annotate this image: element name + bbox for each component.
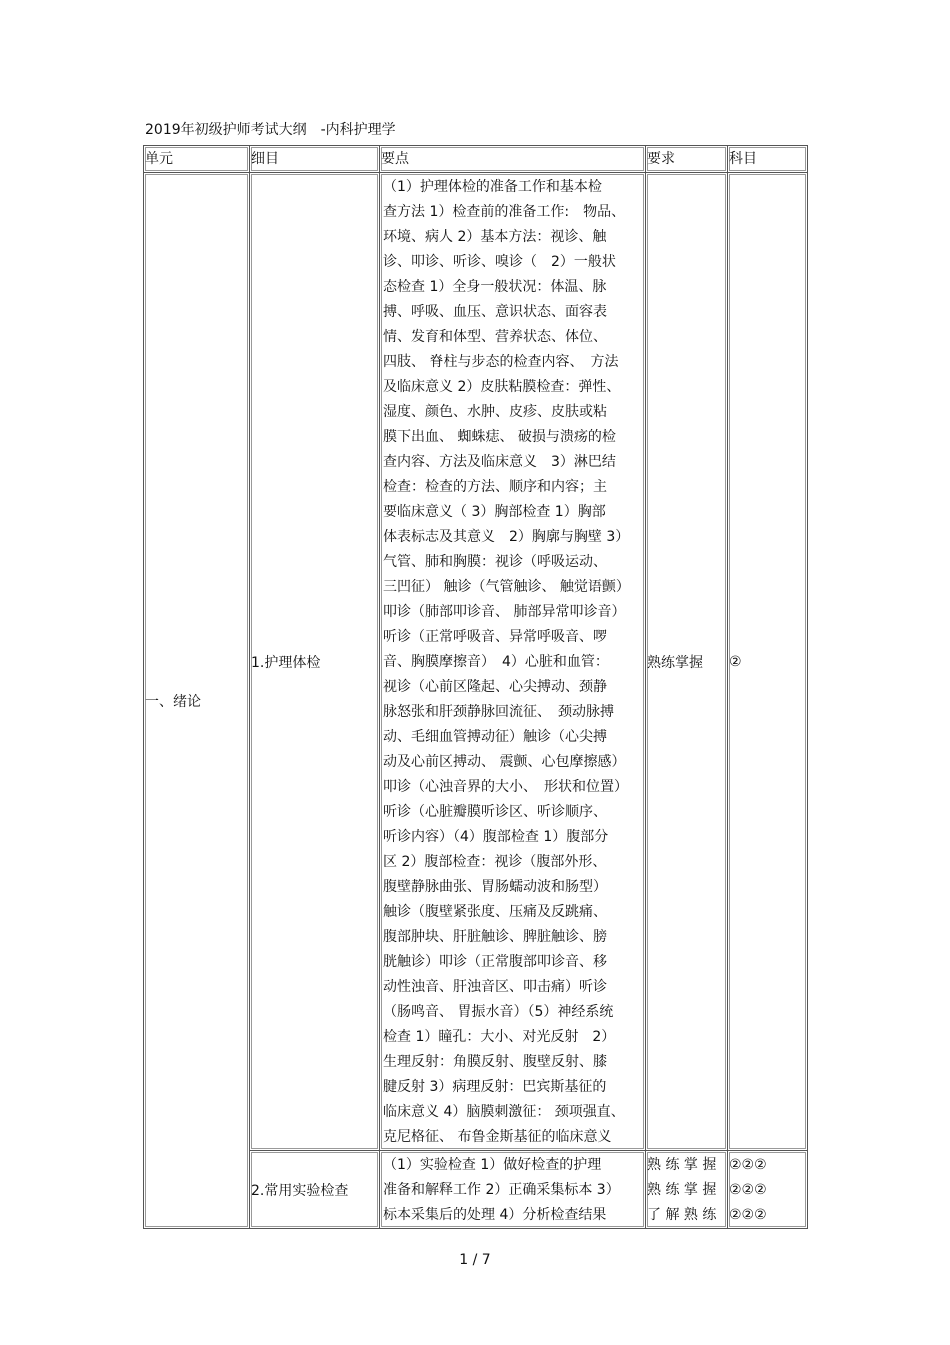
points-line: 检查：检查的方法、顺序和内容；主 — [383, 479, 607, 495]
exam-outline-table — [143, 145, 808, 1229]
points-line: 叩诊（心浊音界的大小、 形状和位置） — [383, 779, 628, 795]
points-line: 查方法 1）检查前的准备工作: 物品、 — [383, 204, 626, 220]
requirement-line: 熟 练 掌 握 — [647, 1157, 717, 1173]
table-header-row — [144, 146, 808, 173]
page-number: 1 / 7 — [459, 1252, 491, 1268]
table-row — [144, 173, 808, 1151]
points-line: 临床意义 4）脑膜刺激征： 颈项强直、 — [383, 1104, 625, 1120]
points-text — [381, 1151, 644, 1228]
requirement-list — [647, 1151, 726, 1228]
points-line: 克尼格征、 布鲁金斯基征的临床意义 — [383, 1129, 612, 1145]
document-title: 2019年初级护师考试大纲 -内科护理学 — [145, 122, 396, 138]
points-line: 体表标志及其意义 2）胸廓与胸壁 3） — [383, 529, 630, 545]
points-line: 生理反射：角膜反射、腹壁反射、膝 — [383, 1054, 607, 1070]
points-line: 情、发育和体型、营养状态、体位、 — [383, 329, 607, 345]
points-line: 动性浊音、肝浊音区、叩击痛）听诊 — [383, 979, 607, 995]
points-line: 视诊（心前区隆起、心尖搏动、颈静 — [383, 679, 607, 695]
points-line: 膜下出血、 蜘蛛痣、 破损与溃疡的检 — [383, 429, 616, 445]
points-line: 湿度、颜色、水肿、皮疹、皮肤或粘 — [383, 404, 607, 420]
points-line: 查内容、方法及临床意义 3）淋巴结 — [383, 454, 616, 470]
points-line: 态检查 1）全身一般状况：体温、脉 — [383, 279, 607, 295]
points-line: 准备和解释工作 2）正确采集标本 3） — [383, 1182, 620, 1198]
requirement-cell — [646, 1151, 728, 1229]
points-line: 标本采集后的处理 4）分析检查结果 — [383, 1207, 607, 1223]
points-line: 区 2）腹部检查：视诊（腹部外形、 — [383, 854, 607, 870]
points-line: 三凹征） 触诊（气管触诊、 触觉语颤） — [383, 579, 630, 595]
points-line: 腱反射 3）病理反射：巴宾斯基征的 — [383, 1079, 607, 1095]
subject-list — [729, 1151, 806, 1228]
points-line: 听诊（心脏瓣膜听诊区、听诊顺序、 — [383, 804, 607, 820]
points-cell — [380, 173, 646, 1151]
subject-cell — [728, 1151, 808, 1229]
points-line: 诊、叩诊、听诊、嗅诊（ 2）一般状 — [383, 254, 616, 270]
header-unit: 单元 — [144, 146, 250, 173]
points-line: （1）实验检查 1）做好检查的护理 — [383, 1157, 602, 1173]
points-line: 环境、病人 2）基本方法：视诊、触 — [383, 229, 607, 245]
points-line: 气管、肺和胸膜：视诊（呼吸运动、 — [383, 554, 607, 570]
requirement-line: 熟 练 掌 握 — [647, 1182, 717, 1198]
points-line: 检查 1）瞳孔：大小、对光反射 2） — [383, 1029, 616, 1045]
requirement-line: 了 解 熟 练 — [647, 1207, 717, 1223]
points-line: 触诊（腹壁紧张度、压痛及反跳痛、 — [383, 904, 607, 920]
item-cell: 1.护理体检 — [250, 173, 380, 1151]
points-line: 动、毛细血管搏动征）触诊（心尖搏 — [383, 729, 607, 745]
header-subject: 科目 — [728, 146, 808, 173]
subject-line: ②②② — [729, 1157, 767, 1173]
header-points: 要点 — [380, 146, 646, 173]
points-line: 音、胸膜摩擦音） 4）心脏和血管： — [383, 654, 609, 670]
points-line: 叩诊（肺部叩诊音、 肺部异常叩诊音） — [383, 604, 626, 620]
header-requirement: 要求 — [646, 146, 728, 173]
item-cell: 2.常用实验检查 — [250, 1151, 380, 1229]
points-text — [381, 173, 644, 1150]
points-line: 要临床意义（ 3）胸部检查 1）胸部 — [383, 504, 606, 520]
points-line: （肠鸣音、 胃振水音）（5）神经系统 — [383, 1004, 614, 1020]
points-line: 胱触诊）叩诊（正常腹部叩诊音、移 — [383, 954, 607, 970]
points-line: 四肢、 脊柱与步态的检查内容、 方法 — [383, 354, 619, 370]
points-line: 动及心前区搏动、 震颤、心包摩擦感） — [383, 754, 626, 770]
requirement-cell: 熟练掌握 — [646, 173, 728, 1151]
points-line: （1）护理体检的准备工作和基本检 — [383, 179, 602, 195]
points-line: 及临床意义 2）皮肤粘膜检查：弹性、 — [383, 379, 621, 395]
points-line: 听诊（正常呼吸音、异常呼吸音、啰 — [383, 629, 607, 645]
points-line: 腹部肿块、肝脏触诊、脾脏触诊、膀 — [383, 929, 607, 945]
unit-cell: 一、绪论 — [144, 173, 250, 1229]
header-item: 细目 — [250, 146, 380, 173]
subject-line: ②②② — [729, 1182, 767, 1198]
subject-cell: ② — [728, 173, 808, 1151]
points-line: 搏、呼吸、血压、意识状态、面容表 — [383, 304, 607, 320]
points-line: 脉怒张和肝颈静脉回流征、 颈动脉搏 — [383, 704, 614, 720]
points-line: 听诊内容）（4）腹部检查 1）腹部分 — [383, 829, 609, 845]
points-cell — [380, 1151, 646, 1229]
subject-line: ②②② — [729, 1207, 767, 1223]
points-line: 腹壁静脉曲张、胃肠蠕动波和肠型） — [383, 879, 607, 895]
